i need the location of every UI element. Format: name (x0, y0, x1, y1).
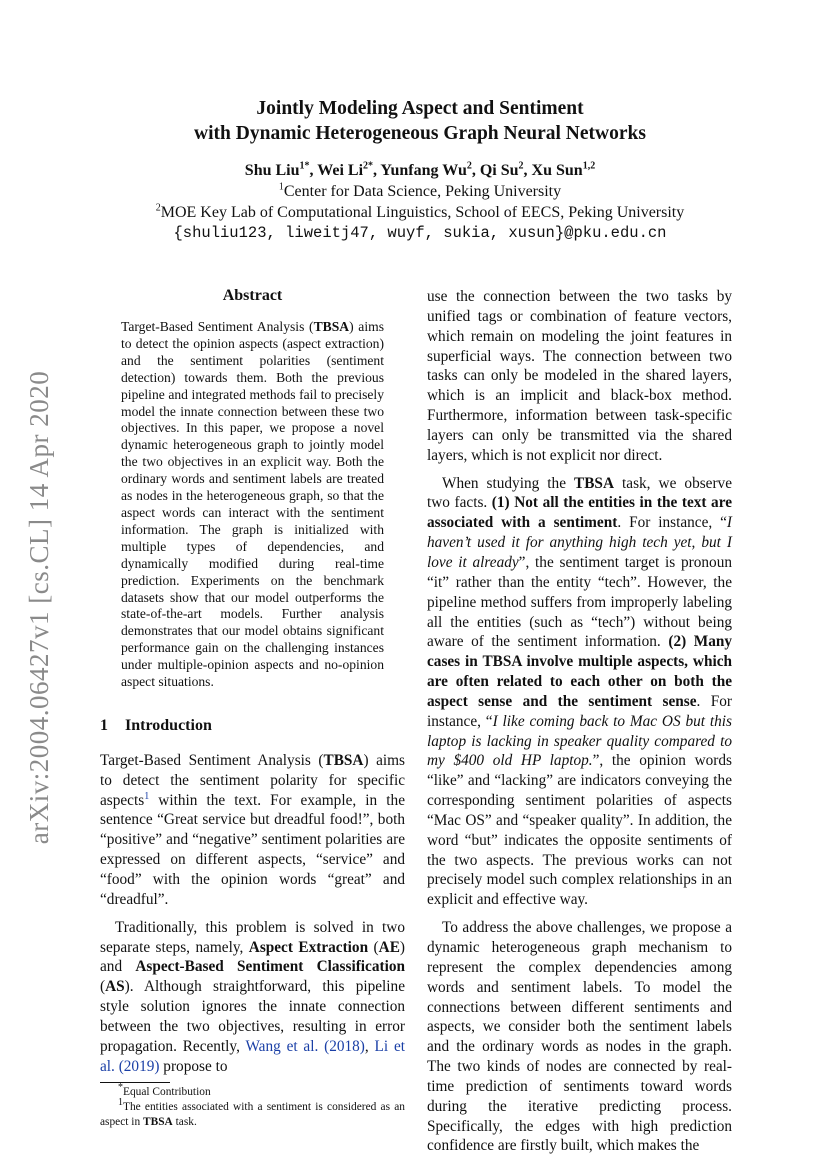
intro-paragraph-1: Target-Based Sentiment Analysis (TBSA) aims to detect the sentiment polarity for specific aspects$^1$ within the text. For example, in the sentence “Great service but dreadful food!”, both “positive” and “negative” sentiment polarities are expressed on different aspects, “service” and “food” with the opinion words “great” and “dreadful”. (100, 751, 405, 908)
author: Wei $Li^{2*}$, (317, 160, 381, 179)
author: Qi Su$^2$, (479, 160, 532, 179)
title-line-2: with Dynamic Heterogeneous Graph Neural Networks (194, 123, 646, 144)
abstract-text: Target-Based Sentiment Analysis (TBSA) aims to detect the opinion aspects (aspect extraction) and the sentiment polarities (sentiment detection) towards them. Both the previous pipeline and integrated methods fail to precisely model the innate connection between these two objectives. In this paper, we propose a novel dynamic heterogeneous graph to jointly model the two objectives in an explicit way. Both the ordinary words and sentiment labels are treated as nodes in the heterogeneous graph, so that the aspect words can interact with the sentiment information. The graph is initialized with multiple types of dependencies, and dynamically modified during real-time prediction. Experiments on the benchmark datasets show that our model outperforms the state-of-the-art models. Further analysis demonstrates that our model obtains significant performance gain on the challenging instances under multiple-opinion aspects and no-opinion aspect situations. (121, 319, 384, 690)
affiliation-1: $^1$Center for Data Science, Peking University (278, 181, 562, 200)
footnote-ref-1[interactable]: 1 (144, 790, 150, 802)
footnote-equal-contribution: *Equal Contribution (118, 1082, 211, 1099)
title-line-1: Jointly Modeling Aspect and Sentiment (256, 98, 584, 119)
citation-wang-2018[interactable]: Wang et al. (2018) (245, 1037, 365, 1055)
author: Shu Liu$^{1*}$, (244, 160, 318, 179)
author-emails[interactable]: {shuliu123, liweitj47, wuyf, sukia, xusun}@pku.edu.cn (173, 224, 667, 242)
citation-li-2019[interactable]: Li et al. (2019) (100, 1037, 405, 1075)
left-column (100, 287, 405, 1129)
right-paragraph-2: When studying the TBSA task, we observe two facts. (1) Not all the entities in the text are associated with a sentiment. For instance, “I haven’t used it for anything high tech yet, but I love it already”, the sentiment target is pronoun “it” rather than the entity “tech”. However, the pipeline method suffers from improperly labeling all the entities (such as “tech”) without being aware of the sentiment information. (2) Many cases in TBSA involve multiple aspects, which are often related to each other on both the aspect sense and the sentiment sense. For instance, “I like coming back to Mac OS but this laptop is lacking in speaker quality compared to my $400 old HP laptop.”, the opinion words “like” and “lacking” are indicators conveying the corresponding sentiment polarities of aspects “Mac OS” and “speaker quality”. In addition, the word “but” indicates the opposite sentiments of the two aspects. The previous works can not precisely model such complex relationships in an explicit and effective way. (427, 474, 733, 909)
right-column (427, 287, 732, 1156)
arxiv-id: arXiv:2004.06427v1 [cs.CL] 14 Apr 2020 (24, 370, 55, 844)
right-paragraph-3: To address the above challenges, we propose a dynamic heterogeneous graph mechanism to represent the complex dependencies among words and sentiment labels. To model the connections between different sentiments and aspects, we consider both the sentiment labels and the ordinary words as nodes in the graph. The two kinds of nodes are connected by real-time prediction of sentiments toward words during the iterative predicting process. Specifically, the edges with high prediction confidence are firstly built, which makes the (427, 919, 732, 1155)
author: Xu Sun$^{1,2}$ (531, 160, 596, 179)
affiliation-2: $^2$MOE Key Lab of Computational Linguistics, School of EECS, Peking University (155, 202, 685, 221)
paper-title (100, 96, 740, 146)
arxiv-watermark (22, 362, 58, 852)
abstract-heading: Abstract (222, 287, 283, 304)
footnote-separator (100, 1082, 170, 1083)
section-heading-introduction: 1 Introduction (100, 716, 212, 734)
author-names (100, 160, 740, 181)
footnote-1: $^1$The entities associated with a sentiment is considered as an aspect in TBSA task. (100, 1097, 405, 1128)
author-block (100, 160, 740, 244)
author: Yunfang Wu$^2$, (380, 160, 480, 179)
intro-paragraph-2: Traditionally, this problem is solved in two separate steps, namely, Aspect Extraction (AE) and Aspect-Based Sentiment Classification (AS). Although straightforward, this pipeline style solution ignores the innate connection between the two objectives, resulting in error propagation. Recently, Wang et al. (2018), Li et al. (2019) propose to (100, 918, 405, 1075)
right-paragraph-1: use the connection between the two tasks by unified tags or combination of feature vectors, which remain on modeling the joint features in superficial ways. The connection between two tasks can only be modeled in the shared layers, which is an implicit and black-box method. Furthermore, information between task-specific layers can only be transmitted via the shared layers, which is not explicit nor direct. (427, 288, 732, 464)
